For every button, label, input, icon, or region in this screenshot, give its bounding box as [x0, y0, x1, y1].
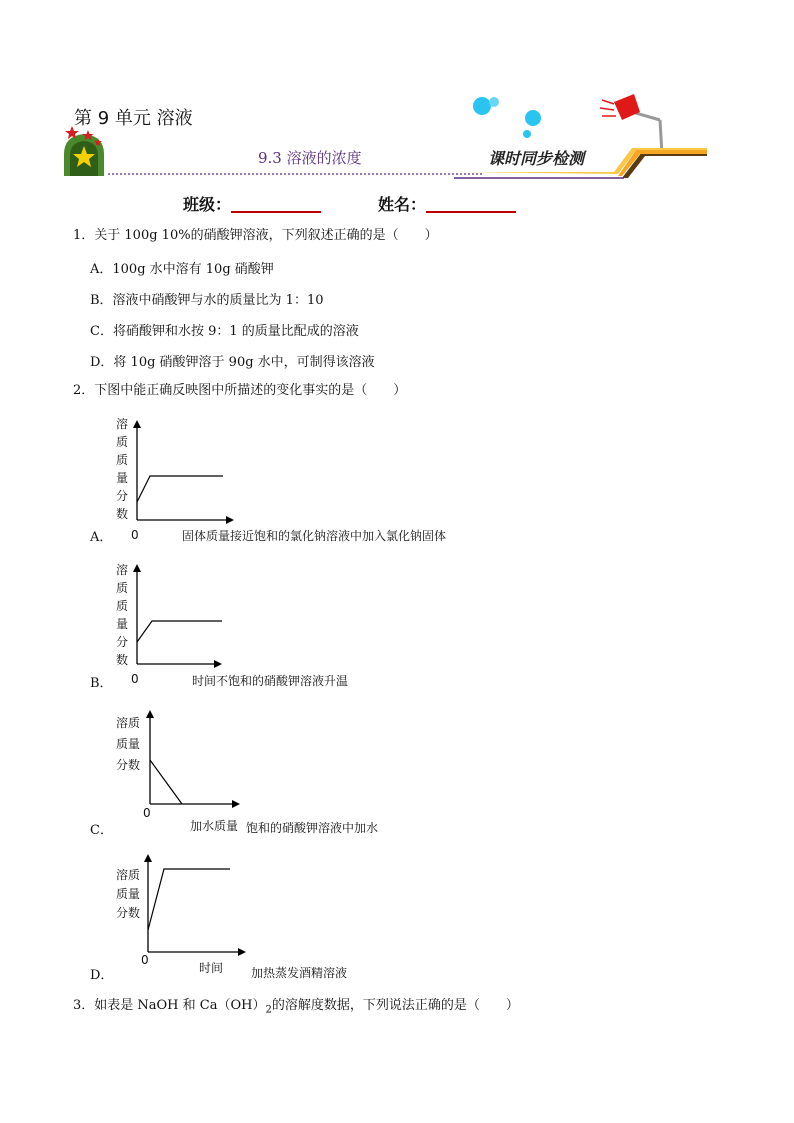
header-banner [62, 92, 707, 182]
graph-d-xlabel: 时间 [199, 961, 224, 975]
bubbles-icon [473, 97, 541, 138]
class-label: 班级： [183, 195, 232, 214]
graph-c-xlabel: 加水质量 [190, 819, 239, 833]
graph-d-plot [138, 852, 248, 962]
class-blank[interactable] [231, 197, 321, 213]
q2-option-a-letter: A． [90, 530, 113, 545]
question-1-stem: 1．关于 100g 10%的硝酸钾溶液，下列叙述正确的是（ ） [73, 228, 438, 243]
graph-a-origin: 0 [131, 528, 139, 542]
q1-option-d[interactable]: D．将 10g 硝酸钾溶于 90g 水中，可制得该溶液 [90, 355, 375, 370]
class-field [183, 192, 321, 215]
name-blank[interactable] [426, 197, 516, 213]
graph-d-ylabel: 溶质 质量 分数 [116, 868, 141, 920]
q2-option-b-letter: B． [90, 676, 113, 691]
graph-c-plot [140, 708, 250, 818]
graph-b-xlabel: 时间不饱和的硝酸钾溶液升温 [192, 674, 349, 688]
graph-c-caption: 饱和的硝酸钾溶液中加水 [246, 821, 379, 835]
banner-subtitle: 课时同步检测 [488, 149, 585, 168]
question-2-stem: 2．下图中能正确反映图中所描述的变化事实的是（ ） [73, 383, 407, 398]
graph-b-plot [128, 562, 238, 672]
q2-option-a[interactable] [90, 526, 112, 545]
star-badge-icon [64, 126, 104, 176]
q2-option-c-letter: C． [90, 823, 113, 838]
q1-option-c[interactable]: C．将硝酸钾和水按 9：1 的质量比配成的溶液 [90, 324, 359, 339]
graph-c-ylabel: 溶质 质量 分数 [116, 716, 141, 772]
q2-option-d-letter: D． [90, 968, 114, 983]
graph-b-origin: 0 [131, 672, 139, 686]
section-title: 9.3 溶液的浓度 [258, 149, 362, 167]
graph-a-ylabel: 溶 质 质 量 分 数 [115, 417, 128, 521]
name-label: 姓名： [378, 195, 427, 214]
q2-option-c[interactable] [90, 819, 113, 838]
unit-title: 第 9 单元 溶液 [74, 108, 193, 129]
graph-d-caption: 加热蒸发酒精溶液 [251, 966, 348, 980]
graph-b-caption: 不饱和的硝酸钾溶液升温 [216, 674, 349, 688]
graph-a-caption: 固体质量接近饱和的氯化钠溶液中加入氯化钠固体 [182, 529, 447, 543]
graph-c-line [150, 760, 182, 804]
q2-option-d[interactable] [90, 964, 113, 983]
graph-a-plot [128, 418, 238, 528]
graph-d-origin: 0 [141, 953, 149, 967]
graph-d-line [148, 869, 230, 930]
q2-option-b[interactable] [90, 672, 113, 691]
q1-option-b[interactable]: B．溶液中硝酸钾与水的质量比为 1：10 [90, 293, 324, 308]
name-field [378, 192, 516, 215]
graph-b-ylabel: 溶 质 质 量 分 数 [115, 563, 128, 667]
graph-a-line [137, 476, 223, 502]
question-3-stem: 3．如表是 NaOH 和 $Ca(OH)_2$的溶解度数据，下列说法正确的是（ ） [73, 998, 519, 1016]
graph-b-line [137, 621, 222, 642]
graph-c-origin: 0 [143, 806, 151, 820]
q1-option-a[interactable]: A．100g 水中溶有 10g 硝酸钾 [90, 262, 274, 277]
lamp-icon [600, 94, 662, 154]
